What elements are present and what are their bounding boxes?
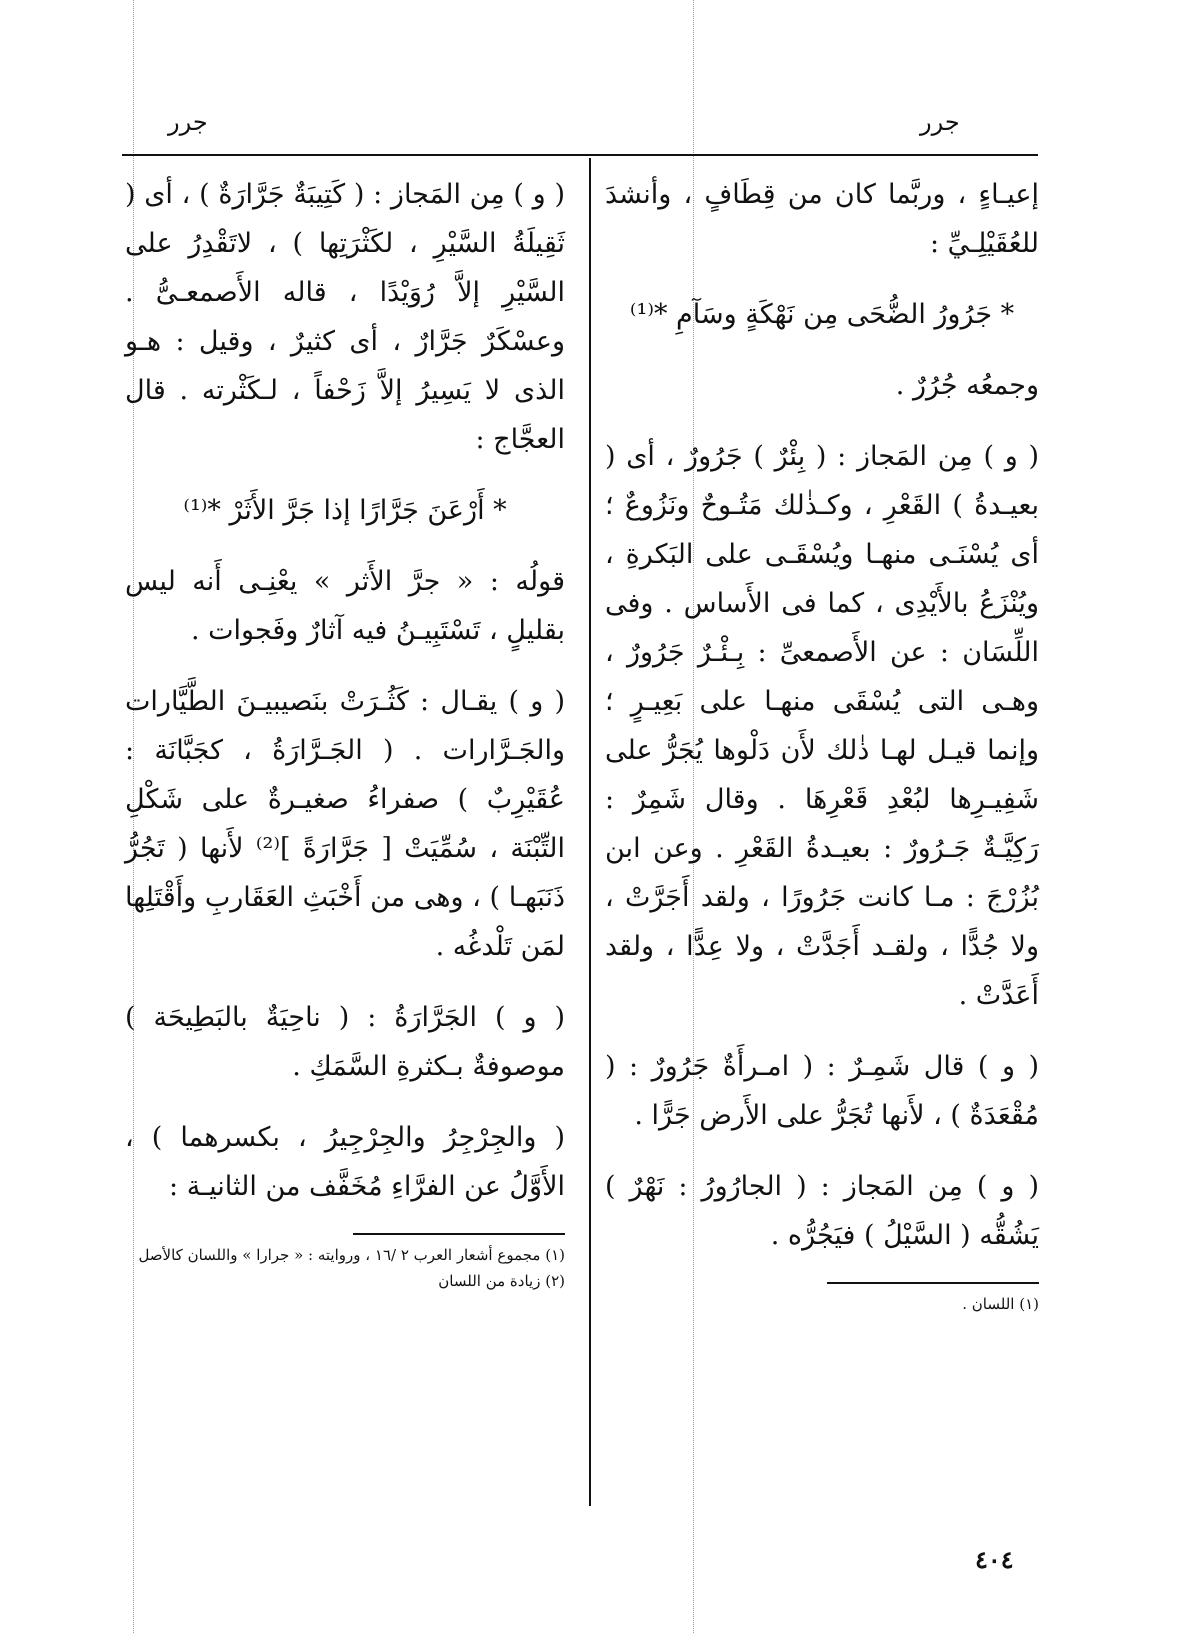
left-paragraph-4: ( و ) الجَرَّارَةُ : ( ناحِيَةٌ بالبَطِيحَة ) موصوفةٌ بـكثرةِ السَّمَكِ . xyxy=(125,1002,565,1082)
right-paragraph-2: وجمعُه جُرُرٌ . xyxy=(895,370,1039,401)
right-paragraph-1: إعيـاءٍ ، وربَّما كان من قِطَافٍ ، وأنشدَ للعُقَيْلِـيِّ : xyxy=(605,179,1039,259)
right-footnotes xyxy=(605,1292,1039,1316)
right-verse-1: * جَرُورُ الضُّحَى مِن نَهْكَةٍ وسَآمِ *⁽¹⁾ xyxy=(629,299,1015,330)
left-footnotes xyxy=(125,1243,565,1293)
footnote-rule xyxy=(827,1282,1039,1284)
header-rule xyxy=(122,154,1038,156)
footnote: (١) اللسان . xyxy=(962,1295,1039,1313)
footnote: (٢) زيادة من اللسان xyxy=(438,1272,565,1290)
right-column xyxy=(605,170,1039,1318)
page-number: ٤٠٤ xyxy=(975,1545,1014,1574)
footnote: (١) مجموع أشعار العرب ٢ /١٦ ، وروايته : « جرارا » واللسان كالأصل xyxy=(138,1246,565,1264)
header-title-right: جرر xyxy=(920,108,960,136)
right-paragraph-4: ( و ) قال شَمِـرٌ : ( امـرأَةٌ جَرُورٌ : ( مُقْعَدَةٌ ) ، لأَنها تُجَرُّ على الأَرض جَرًّا . xyxy=(605,1051,1039,1131)
right-paragraph-5: ( و ) مِن المَجاز : ( الجارُورُ : نَهْرٌ ) يَشُقُّه ( السَّيْلُ ) فيَجُرُّه . xyxy=(605,1171,1039,1251)
header-title-left: جرر xyxy=(168,108,208,136)
left-paragraph-3: ( و ) يقـال : كَثُـرَتْ بنَصيبيـنَ الطَّيَّارات والجَـرَّارات . ( الجَـرَّارَةُ ، كجَبَّانَة : عُقَيْرِبٌ ) صفراءُ صغيـرةٌ على شَكْلِ التِّبْنَة ، سُمِّيَتْ [ جَرَّارَةً ]⁽²⁾ لأَنها ( تَجُرُّ ذَنَبَهـا ) ، وهى من أَخْبَثِ العَقَاربِ وأَقْتَلِها لمَن تَلْدغُه . xyxy=(125,686,566,962)
column-divider xyxy=(589,158,591,1506)
right-paragraph-3: ( و ) مِن المَجاز : ( بِئْرٌ ) جَرُورٌ ، أى ( بعيـدةُ ) القَعْرِ ، وكـذٰلك مَتُـوحٌ ونَزُوعٌ ؛ أى يُسْنَـى منهـا ويُسْقَـى على البَكرةِ ، ويُنْزَعُ بالأَيْدِى ، كما فى الأَساس . وفى اللِّسَان : عن الأَصمعىِّ : بِـئْـرٌ جَرُورٌ ، وهـى التى يُسْقَى منهـا على بَعِيـرٍ ؛ وإنما قيـل لهـا ذٰلك لأَن دَلْوها يُجَرُّ على شَفِيـرِها لبُعْدِ قَعْرِهَا . وقال شَمِرٌ : رَكِيَّـةٌ جَـرُورٌ : بعيـدةُ القَعْرِ . وعن ابن بُزُرْجَ : مـا كانت جَرُورًا ، ولقد أَجَرَّتْ ، ولا جُدًّا ، ولقـد أَجَدَّتْ ، ولا عِدًّا ، ولقد أَعَدَّتْ . xyxy=(605,441,1039,1011)
footnote-rule xyxy=(353,1233,565,1235)
left-paragraph-1: ( و ) مِن المَجاز : ( كَتِيبَةٌ جَرَّارَةٌ ) ، أى ( ثَقِيلَةُ السَّيْرِ ، لكَثْرَتِها ) ، لاتَقْدِرُ على السَّيْرِ إلاَّ رُوَيْدًا ، قاله الأَصمعـىُّ . وعسْكَرٌ جَرَّارٌ ، أى كثيرٌ ، وقيل : هـو الذى لا يَسِيرُ إلاَّ زَحْفاً ، لـكَثْرته . قال العجَّاج : xyxy=(125,179,565,455)
left-column xyxy=(125,170,565,1295)
left-paragraph-5: ( والجِرْجِرُ والجِرْجِيرُ ، بكسرهما ) ، الأَوَّلُ عن الفرَّاءِ مُخَفَّف من الثانيـة : xyxy=(125,1122,565,1202)
left-verse-1: * أَرْعَنَ جَرَّارًا إذا جَرَّ الأَثَرْ *⁽¹⁾ xyxy=(183,495,507,526)
left-paragraph-2: قولُه : « جرَّ الأَثر » يعْنِـى أَنه ليس بقليلٍ ، تَسْتَبِيـنُ فيه آثارٌ وفَجوات . xyxy=(125,566,565,646)
